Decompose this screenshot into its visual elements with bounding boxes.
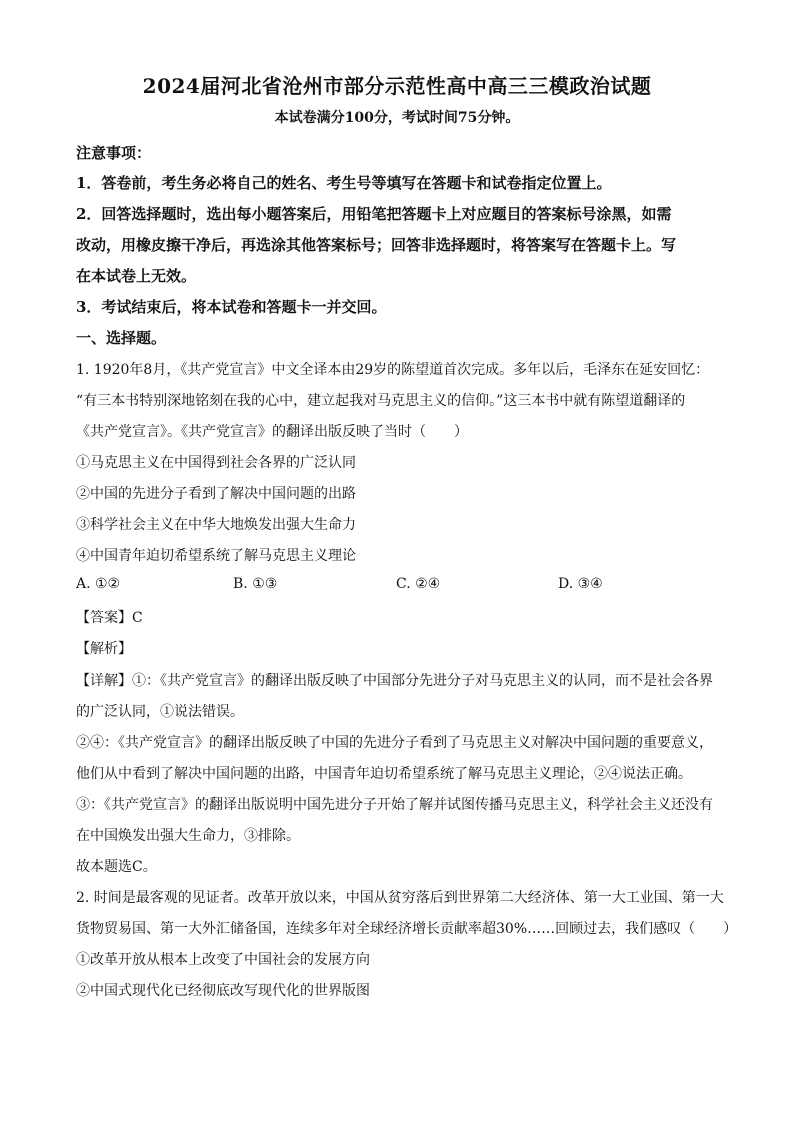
q1-detail-1a: ①：《共产党宣言》的翻译出版反映了中国部分先进分子对马克思主义的认同，而不是社会各界	[132, 673, 713, 689]
q2-stem-line-1: 2. 时间是最客观的见证者。改革开放以来，中国从贫穷落后到世界第二大经济体、第一大工业国、第一大	[76, 890, 724, 906]
page-title: 2024届河北省沧州市部分示范性高中高三三模政治试题	[142, 74, 652, 98]
q1-stem-line-2: “有三本书特别深地铭刻在我的心中，建立起我对马克思主义的信仰。”这三本书中就有陈望道翻译的	[76, 393, 686, 409]
notice-line-1: 1．答卷前，考生务必将自己的姓名、考生号等填写在答题卡和试卷指定位置上。	[76, 174, 612, 192]
notice-line-3: 3．考试结束后，将本试卷和答题卡一并交回。	[76, 298, 387, 316]
q1-detail-line-6: 在中国焕发出强大生命力，③排除。	[76, 828, 300, 844]
q2-stem-line-2: 货物贸易国、第一大外汇储备国，连续多年对全球经济增长贡献率超30%……回顾过去，我们感叹（ ）	[76, 921, 738, 937]
q1-statement-3: ③科学社会主义在中华大地焕发出强大生命力	[76, 517, 356, 533]
q1-statement-1: ①马克思主义在中国得到社会各界的广泛认同	[76, 455, 356, 471]
page-subtitle: 本试卷满分100分，考试时间75分钟。	[274, 110, 520, 126]
q1-detail-line-2: 的广泛认同，①说法错误。	[76, 704, 244, 720]
q1-option-d: D. ③④	[558, 576, 603, 592]
q1-detail-line-5: ③：《共产党宣言》的翻译出版说明中国先进分子开始了解并试图传播马克思主义，科学社会主义还没有	[76, 797, 713, 813]
q1-option-b: B. ①③	[233, 576, 278, 592]
q1-detail-line-4: 他们从中看到了解决中国问题的出路，中国青年迫切希望系统了解马克思主义理论，②④说法正确。	[76, 766, 692, 782]
section-heading: 一、选择题。	[76, 329, 167, 347]
q1-detail-line-3: ②④：《共产党宣言》的翻译出版反映了中国的先进分子看到了马克思主义对解决中国问题的重要意义，	[76, 735, 713, 751]
q1-option-c: C. ②④	[396, 576, 441, 592]
q1-stem-line-1: 1. 1920年8月，《共产党宣言》中文全译本由29岁的陈望道首次完成。多年以后，毛泽东在延安回忆：	[76, 362, 710, 378]
q1-option-a: A. ①②	[76, 576, 121, 592]
q1-conclusion: 故本题选C。	[76, 859, 157, 875]
q2-statement-2: ②中国式现代化已经彻底改写现代化的世界版图	[76, 983, 370, 999]
q1-analysis-heading: 【解析】	[76, 641, 132, 657]
q1-answer: 【答案】C	[76, 610, 143, 626]
q2-statement-1: ①改革开放从根本上改变了中国社会的发展方向	[76, 952, 370, 968]
q1-statement-4: ④中国青年迫切希望系统了解马克思主义理论	[76, 548, 356, 564]
notice-line-2a: 2．回答选择题时，选出每小题答案后，用铅笔把答题卡上对应题目的答案标号涂黑，如需	[76, 205, 672, 223]
notice-heading: 注意事项：	[76, 144, 152, 162]
notice-line-2c: 在本试卷上无效。	[76, 267, 197, 285]
q1-detail-line-1	[76, 670, 713, 690]
q1-statement-2: ②中国的先进分子看到了解决中国问题的出路	[76, 486, 356, 502]
notice-line-2b: 改动，用橡皮擦干净后，再选涂其他答案标号；回答非选择题时，将答案写在答题卡上。写	[76, 236, 677, 254]
q1-detail-tag: 【详解】	[76, 673, 132, 689]
q1-stem-line-3: 《共产党宣言》。《共产党宣言》的翻译出版反映了当时（ ）	[76, 424, 468, 440]
